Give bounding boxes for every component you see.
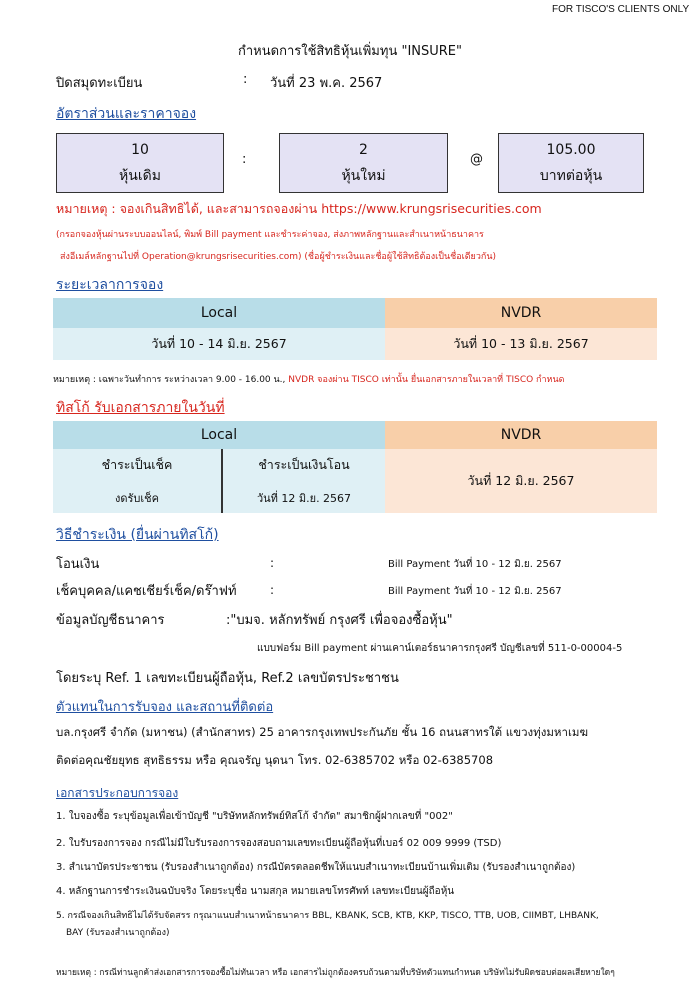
docs-deadline-table <box>53 421 657 513</box>
payment-row-cheque-label: เช็คบุคคล/แคชเชียร์เช็ค/ดร๊าฟท์ <box>56 584 237 599</box>
deadline-nvdr-date: วันที่ 12 มิ.ย. 2567 <box>385 449 657 513</box>
payment-row-transfer-colon: : <box>270 556 275 570</box>
transfer-cell <box>223 449 385 513</box>
new-shares-label: หุ้นใหม่ <box>341 168 386 184</box>
ratio-heading: อัตราส่วนและราคาจอง <box>56 106 197 122</box>
cheque-title: ชำระเป็นเช็ค <box>101 457 173 472</box>
ratio-colon: : <box>242 152 247 167</box>
oversubscription-note: หมายเหตุ : จองเกินสิทธิได้, และสามารถจองผ่าน https://www.krungsrisecurities.com <box>56 201 542 216</box>
transfer-date: วันที่ 12 มิ.ย. 2567 <box>256 492 352 505</box>
price-box <box>498 133 644 193</box>
book-close-date: วันที่ 23 พ.ค. 2567 <box>270 76 383 91</box>
old-shares-box <box>56 133 224 193</box>
at-sign: @ <box>470 152 483 167</box>
period-heading: ระยะเวลาการจอง <box>56 277 164 293</box>
price-value: 105.00 <box>546 142 596 158</box>
docs-deadline-heading: ทิสโก้ รับเอกสารภายในวันที่ <box>56 400 225 416</box>
period-note-text: หมายเหตุ : เฉพาะวันทำการ ระหว่างเวลา 9.00 - 16.00 น., <box>53 375 289 385</box>
documents-heading: เอกสารประกอบการจอง <box>56 786 179 800</box>
payment-row-transfer-value: Bill Payment วันที่ 10 - 12 มิ.ย. 2567 <box>388 559 562 570</box>
page-title: กำหนดการใช้สิทธิหุ้นเพิ่มทุน "INSURE" <box>238 44 462 59</box>
online-note-line1: (กรอกจองหุ้นผ่านระบบออนไลน์, พิมพ์ Bill payment และชำระค่าจอง, ส่งภาพหลักฐานและสำเนาหน้าธนาคาร <box>56 230 484 240</box>
bank-account-name: :"บมจ. หลักทรัพย์ กรุงศรี เพื่อจองซื้อหุ้น" <box>226 613 453 628</box>
new-shares-value: 2 <box>359 142 368 158</box>
price-label: บาทต่อหุ้น <box>539 168 603 184</box>
new-shares-box <box>279 133 448 193</box>
transfer-title: ชำระเป็นเงินโอน <box>258 457 350 472</box>
old-shares-label: หุ้นเดิม <box>119 168 161 184</box>
client-only-note: FOR TISCO'S CLIENTS ONLY <box>552 4 690 15</box>
book-close-colon: : <box>243 72 248 87</box>
cheque-cell <box>53 449 221 513</box>
agent-heading: ตัวแทนในการรับจอง และสถานที่ติดต่อ <box>56 700 274 715</box>
bill-payment-form: แบบฟอร์ม Bill payment ผ่านเคาน์เตอร์ธนาคารกรุงศรี บัญชีเลขที่ 511-0-00004-5 <box>257 643 623 654</box>
cheque-detail: งดรับเช็ค <box>115 492 159 505</box>
agent-address: บล.กรุงศรี จำกัด (มหาชน) (สำนักสาทร) 25 อาคารกรุงเทพประกันภัย ชั้น 16 ถนนสาทรใต้ แขวงทุ่งมหาเมฆ <box>56 725 589 739</box>
bank-info-label: ข้อมูลบัญชีธนาคาร <box>56 613 165 628</box>
period-note <box>53 372 564 386</box>
period-note-nvdr: NVDR จองผ่าน TISCO เท่านั้น ยื่นเอกสารภายในเวลาที่ TISCO กำหนด <box>288 375 565 385</box>
old-shares-value: 10 <box>131 142 149 158</box>
payment-row-cheque-colon: : <box>270 583 275 597</box>
period-local-date: วันที่ 10 - 14 มิ.ย. 2567 <box>53 328 385 360</box>
period-nvdr-header: NVDR <box>385 298 657 328</box>
document-item-3: 3. สำเนาบัตรประชาชน (รับรองสำเนาถูกต้อง) กรณีบัตรตลอดชีพให้แนบสำเนาทะเบียนบ้านเพิ่มเติม (รับรองสำเนาถูกต้อง) <box>56 862 576 873</box>
period-table <box>53 298 657 360</box>
document-item-5: 5. กรณีจองเกินสิทธิไม่ได้รับจัดสรร กรุณาแนบสำเนาหน้าธนาคาร BBL, KBANK, SCB, KTB, KKP, TISCO, TTB, UOB, CIIMBT, LHBANK, <box>56 911 599 921</box>
online-note-line2: ส่งอีเมล์หลักฐานไปที่ Operation@krungsrisecurities.com) (ชื่อผู้ชำระเงินและชื่อผู้ใช้สิทธิต้องเป็นชื่อเดียวกัน) <box>60 252 496 262</box>
book-close-label: ปิดสมุดทะเบียน <box>56 76 143 91</box>
period-local-header: Local <box>53 298 385 328</box>
document-item-2: 2. ใบรับรองการจอง กรณีไม่มีใบรับรองการจองสอบถามเลขทะเบียนผู้ถือหุ้นที่เบอร์ 02 009 9999 (TSD) <box>56 838 502 849</box>
payment-row-cheque-value: Bill Payment วันที่ 10 - 12 มิ.ย. 2567 <box>388 586 562 597</box>
deadline-local-header: Local <box>53 421 385 449</box>
payment-row-transfer-label: โอนเงิน <box>56 557 100 572</box>
ref-note: โดยระบุ Ref. 1 เลขทะเบียนผู้ถือหุ้น, Ref.2 เลขบัตรประชาชน <box>56 671 399 686</box>
deadline-nvdr-header: NVDR <box>385 421 657 449</box>
document-item-1: 1. ใบจองซื้อ ระบุข้อมูลเพื่อเข้าบัญชี "บริษัทหลักทรัพย์ทิสโก้ จำกัด" สมาชิกผู้ฝากเลขที่ "002" <box>56 811 453 822</box>
document-item-5-cont: BAY (รับรองสำเนาถูกต้อง) <box>66 928 170 938</box>
period-nvdr-date: วันที่ 10 - 13 มิ.ย. 2567 <box>385 328 657 360</box>
agent-contact: ติดต่อคุณชัยยุทธ สุทธิธรรม หรือ คุณจรัญ นุดนา โทร. 02-6385702 หรือ 02-6385708 <box>56 753 494 767</box>
footer-note: หมายเหตุ : กรณีท่านลูกค้าส่งเอกสารการจองซื้อไม่ทันเวลา หรือ เอกสารไม่ถูกต้องครบถ้วนตามที่บริษัทตัวแทนกำหนด บริษัทไม่รับผิดชอบต่อผลเสียหายใดๆ <box>56 968 615 978</box>
document-item-4: 4. หลักฐานการชำระเงินฉบับจริง โดยระบุชื่อ นามสกุล หมายเลขโทรศัพท์ เลขทะเบียนผู้ถือหุ้น <box>56 886 455 897</box>
payment-heading: วิธีชำระเงิน (ยื่นผ่านทิสโก้) <box>56 527 219 543</box>
